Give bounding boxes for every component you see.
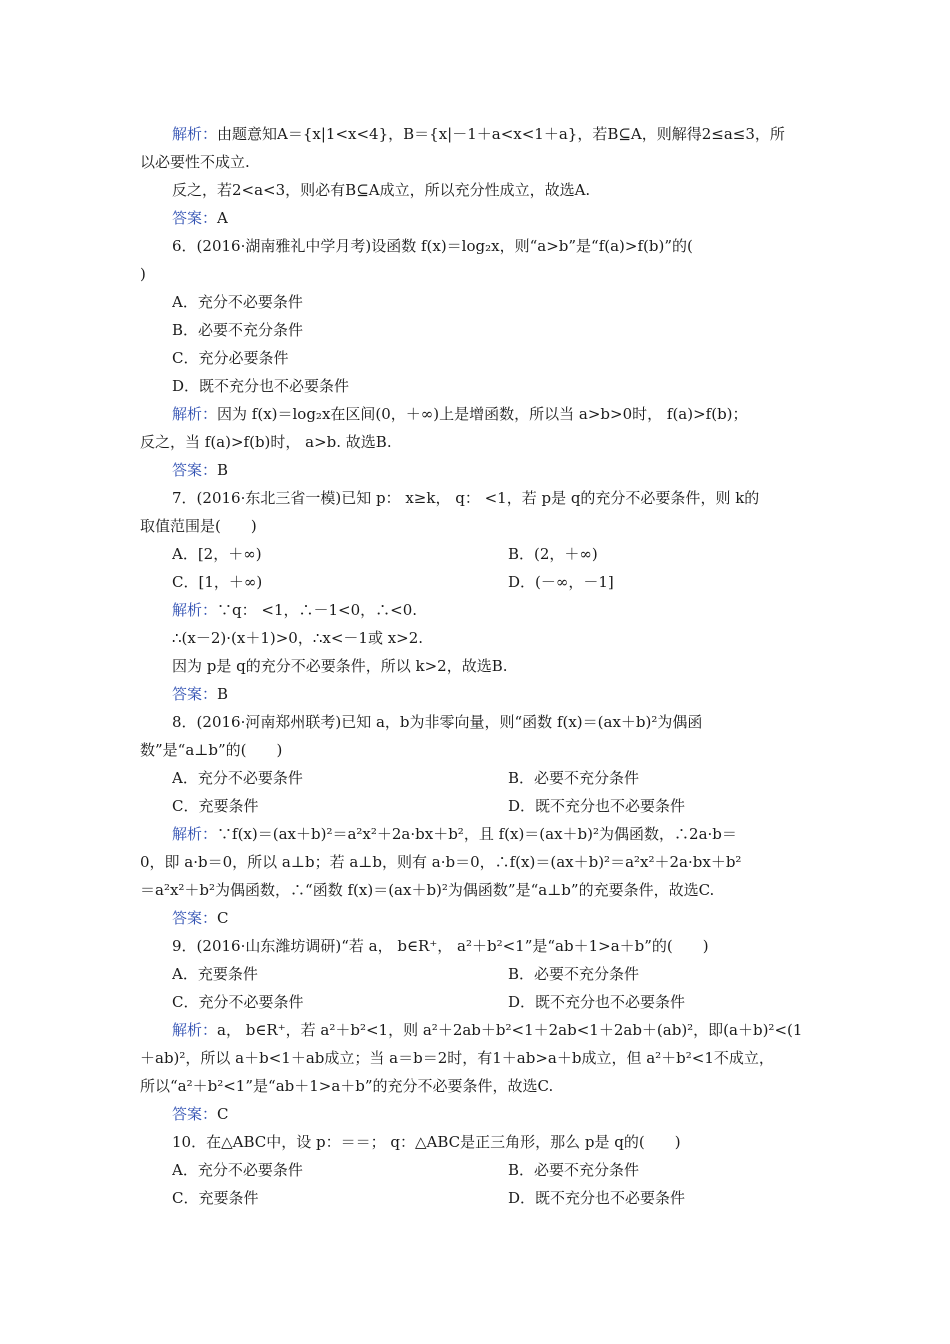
analysis-line: 因为 p是 q的充分不必要条件，所以 k>2，故选B. [172, 657, 508, 675]
question-stem: 9．(2016·山东潍坊调研)“若 a， b∈R⁺， a²＋b²<1”是“ab＋1>a＋b”的( ) [172, 937, 709, 955]
analysis-label: 解析： [172, 125, 218, 143]
option-a: A．充分不必要条件 [172, 1161, 303, 1179]
answer-line: 答案：A [172, 209, 228, 227]
option-c: C．充分不必要条件 [172, 993, 304, 1011]
answer-line: 答案：C [172, 909, 229, 927]
analysis-line: 0，即 a·b＝0，所以 a⊥b；若 a⊥b，则有 a·b＝0，∴f(x)＝(ax＋b)²＝a²x²＋2a·bx＋b² [140, 853, 742, 871]
option-b: B．必要不充分条件 [508, 769, 640, 787]
option-d: D．既不充分也不必要条件 [508, 797, 686, 815]
question-stem: 6．(2016·湖南雅礼中学月考)设函数 f(x)＝log₂x，则“a>b”是“f(a)>f(b)”的( [172, 237, 693, 255]
option-b: B．必要不充分条件 [172, 321, 304, 339]
analysis-line: 解析：∵f(x)＝(ax＋b)²＝a²x²＋2a·bx＋b²，且 f(x)＝(ax＋b)²为偶函数，∴2a·b＝ [172, 825, 737, 843]
question-stem: 数”是“a⊥b”的( ) [140, 741, 283, 759]
analysis-line: 所以“a²＋b²<1”是“ab＋1>a＋b”的充分不必要条件，故选C. [140, 1077, 554, 1095]
option-c: C．充要条件 [172, 797, 259, 815]
question-stem: ) [140, 265, 146, 283]
question-stem: 7．(2016·东北三省一模)已知 p： x≥k， q： <1，若 p是 q的充分不必要条件，则 k的 [172, 489, 760, 507]
analysis-line: 反之，当 f(a)>f(b)时， a>b. 故选B. [140, 433, 392, 451]
option-d: D．既不充分也不必要条件 [508, 1189, 686, 1207]
answer-value: C [217, 1105, 229, 1123]
answer-line: 答案：C [172, 1105, 229, 1123]
option-c: C．充分必要条件 [172, 349, 289, 367]
question-stem: 10．在△ABC中，设 p：＝＝； q：△ABC是正三角形，那么 p是 q的( ) [172, 1133, 681, 1151]
option-b: B．必要不充分条件 [508, 965, 640, 983]
option-d: D．(－∞，－1] [508, 573, 614, 591]
option-a: A．充分不必要条件 [172, 769, 303, 787]
option-a: A．充分不必要条件 [172, 293, 303, 311]
option-b: B．必要不充分条件 [508, 1161, 640, 1179]
analysis-line: 解析：因为 f(x)＝log₂x在区间(0，＋∞)上是增函数，所以当 a>b>0时， f(a)>f(b)； [172, 405, 748, 423]
analysis-text: 由题意知A＝{x|1<x<4}，B＝{x|－1＋a<x<1＋a}，若B⊆A，则解得2≤a≤3，所 [217, 125, 785, 143]
analysis-line: 解析：a， b∈R⁺，若 a²＋b²<1，则 a²＋2ab＋b²<1＋2ab<1＋2ab＋(ab)²，即(a＋b)²<(1 [172, 1021, 803, 1039]
answer-line: 答案：B [172, 461, 229, 479]
question-stem: 取值范围是( ) [140, 517, 257, 535]
question-stem: 8．(2016·河南郑州联考)已知 a，b为非零向量，则“函数 f(x)＝(ax＋b)²为偶函 [172, 713, 703, 731]
option-a: A．充要条件 [172, 965, 258, 983]
option-c: C．充要条件 [172, 1189, 259, 1207]
analysis-line: ＋ab)²，所以 a＋b<1＋ab成立；当 a＝b＝2时，有1＋ab>a＋b成立，但 a²＋b²<1不成立， [140, 1049, 774, 1067]
analysis-line [172, 120, 815, 148]
option-b: B．(2，＋∞) [508, 545, 598, 563]
answer-value: B [217, 685, 229, 703]
analysis-line: 以必要性不成立. [140, 153, 250, 171]
option-a: A．[2，＋∞) [172, 545, 262, 563]
answer-value: A [217, 209, 228, 227]
analysis-line: 反之，若2<a<3，则必有B⊆A成立，所以充分性成立，故选A. [172, 181, 591, 199]
analysis-line: 解析：∵q： <1，∴－1<0，∴<0. [172, 601, 418, 619]
answer-value: C [217, 909, 229, 927]
answer-value: B [217, 461, 229, 479]
analysis-line: ＝a²x²＋b²为偶函数，∴“函数 f(x)＝(ax＋b)²为偶函数”是“a⊥b”的充要条件，故选C. [140, 881, 715, 899]
option-c: C．[1，＋∞) [172, 573, 263, 591]
answer-line: 答案：B [172, 685, 229, 703]
option-d: D．既不充分也不必要条件 [172, 377, 350, 395]
analysis-line: ∴(x－2)·(x＋1)>0，∴x<－1或 x>2. [172, 629, 424, 647]
option-d: D．既不充分也不必要条件 [508, 993, 686, 1011]
